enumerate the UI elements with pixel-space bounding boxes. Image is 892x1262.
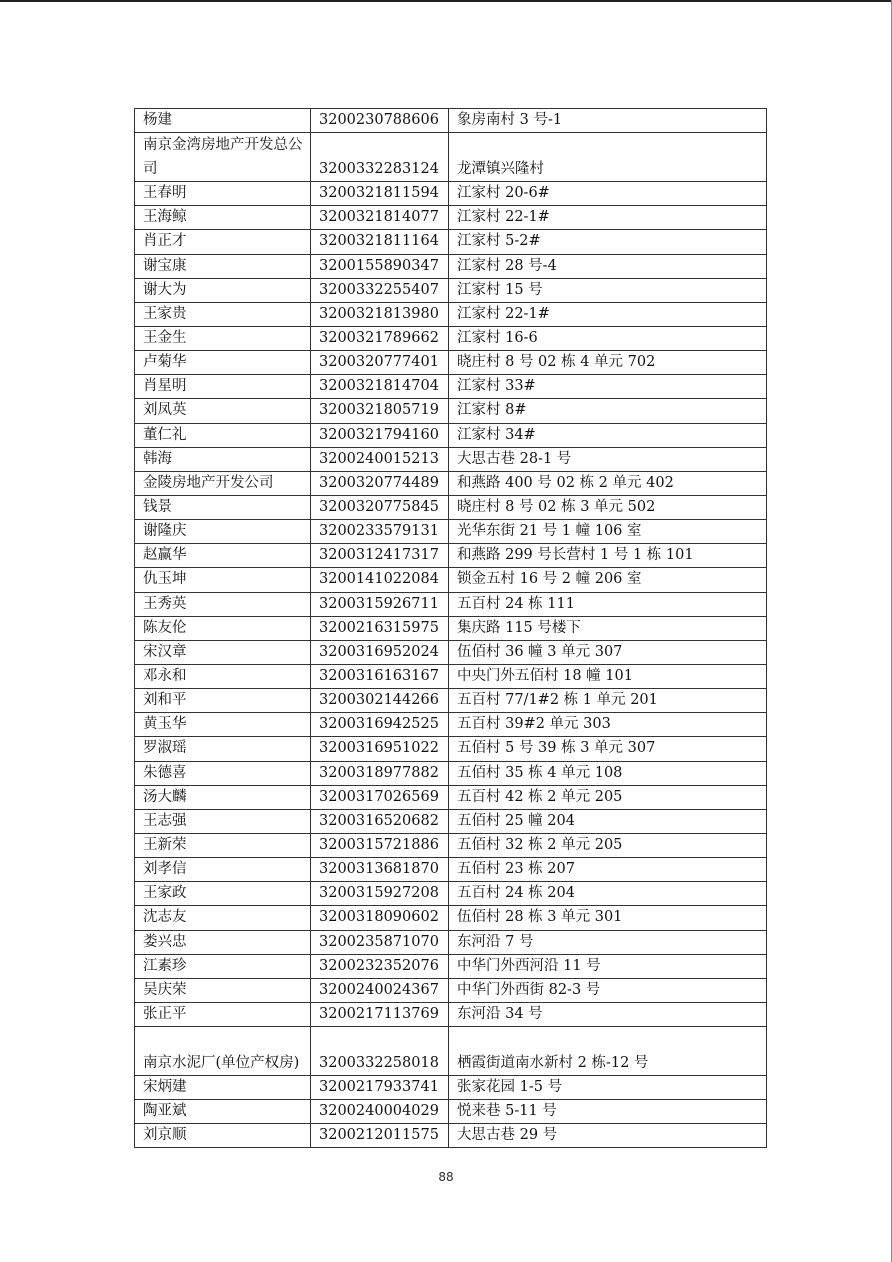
address-cell: 江家村 28 号-4 bbox=[449, 254, 767, 278]
owner-name-cell: 江素珍 bbox=[135, 954, 311, 978]
owner-name-cell: 邓永和 bbox=[135, 664, 311, 688]
address-cell: 伍佰村 28 栋 3 单元 301 bbox=[449, 906, 767, 930]
table-row bbox=[135, 737, 767, 761]
address-cell: 悦来巷 5-11 号 bbox=[449, 1100, 767, 1124]
owner-name-cell: 金陵房地产开发公司 bbox=[135, 471, 311, 495]
owner-name-cell: 张正平 bbox=[135, 1002, 311, 1026]
table-row bbox=[135, 326, 767, 350]
table-row bbox=[135, 833, 767, 857]
account-number-cell: 3200321794160 bbox=[311, 423, 449, 447]
address-cell: 中华门外西河沿 11 号 bbox=[449, 954, 767, 978]
account-number-cell: 3200332283124 bbox=[311, 133, 449, 182]
table-row bbox=[135, 471, 767, 495]
owner-name-cell: 肖正才 bbox=[135, 230, 311, 254]
table-row bbox=[135, 785, 767, 809]
account-number-cell: 3200321805719 bbox=[311, 399, 449, 423]
owner-name-cell: 刘京顺 bbox=[135, 1124, 311, 1148]
table-row bbox=[135, 1027, 767, 1076]
owner-name-cell: 王家贵 bbox=[135, 302, 311, 326]
table-row bbox=[135, 1002, 767, 1026]
table-row bbox=[135, 133, 767, 182]
address-cell: 江家村 8# bbox=[449, 399, 767, 423]
table-row bbox=[135, 109, 767, 133]
records-table-body bbox=[135, 109, 767, 1148]
owner-name-cell: 宋炳建 bbox=[135, 1076, 311, 1100]
account-number-cell: 3200317026569 bbox=[311, 785, 449, 809]
address-cell: 和燕路 299 号长营村 1 号 1 栋 101 bbox=[449, 544, 767, 568]
table-row bbox=[135, 1124, 767, 1148]
address-cell: 栖霞街道南水新村 2 栋-12 号 bbox=[449, 1027, 767, 1076]
account-number-cell: 3200321814077 bbox=[311, 206, 449, 230]
account-number-cell: 3200212011575 bbox=[311, 1124, 449, 1148]
address-cell: 五佰村 25 幢 204 bbox=[449, 809, 767, 833]
account-number-cell: 3200320774489 bbox=[311, 471, 449, 495]
table-row bbox=[135, 906, 767, 930]
address-cell: 江家村 33# bbox=[449, 375, 767, 399]
address-cell: 晓庄村 8 号 02 栋 3 单元 502 bbox=[449, 495, 767, 519]
owner-name-cell: 娄兴忠 bbox=[135, 930, 311, 954]
address-cell: 大思古巷 29 号 bbox=[449, 1124, 767, 1148]
account-number-cell: 3200232352076 bbox=[311, 954, 449, 978]
address-cell: 五佰村 35 栋 4 单元 108 bbox=[449, 761, 767, 785]
table-row bbox=[135, 423, 767, 447]
address-cell: 江家村 15 号 bbox=[449, 278, 767, 302]
table-row bbox=[135, 254, 767, 278]
table-row bbox=[135, 568, 767, 592]
account-number-cell: 3200318977882 bbox=[311, 761, 449, 785]
account-number-cell: 3200332255407 bbox=[311, 278, 449, 302]
address-cell: 江家村 5-2# bbox=[449, 230, 767, 254]
owner-name-cell: 罗淑瑶 bbox=[135, 737, 311, 761]
table-row bbox=[135, 278, 767, 302]
table-row bbox=[135, 520, 767, 544]
account-number-cell: 3200316952024 bbox=[311, 640, 449, 664]
owner-name-cell: 肖星明 bbox=[135, 375, 311, 399]
address-cell: 中央门外五佰村 18 幢 101 bbox=[449, 664, 767, 688]
owner-name-cell: 王志强 bbox=[135, 809, 311, 833]
address-cell: 江家村 22-1# bbox=[449, 302, 767, 326]
account-number-cell: 3200315927208 bbox=[311, 882, 449, 906]
owner-name-cell: 仇玉坤 bbox=[135, 568, 311, 592]
address-cell: 五百村 24 栋 204 bbox=[449, 882, 767, 906]
account-number-cell: 3200155890347 bbox=[311, 254, 449, 278]
table-row bbox=[135, 1076, 767, 1100]
account-number-cell: 3200321811594 bbox=[311, 182, 449, 206]
owner-name-cell: 王春明 bbox=[135, 182, 311, 206]
account-number-cell: 3200217933741 bbox=[311, 1076, 449, 1100]
account-number-cell: 3200316163167 bbox=[311, 664, 449, 688]
address-cell: 张家花园 1-5 号 bbox=[449, 1076, 767, 1100]
owner-name-cell: 刘孝信 bbox=[135, 858, 311, 882]
account-number-cell: 3200302144266 bbox=[311, 689, 449, 713]
owner-name-cell: 王新荣 bbox=[135, 833, 311, 857]
account-number-cell: 3200235871070 bbox=[311, 930, 449, 954]
table-row bbox=[135, 375, 767, 399]
address-cell: 大思古巷 28-1 号 bbox=[449, 447, 767, 471]
owner-name-cell: 卢菊华 bbox=[135, 351, 311, 375]
address-cell: 锁金五村 16 号 2 幢 206 室 bbox=[449, 568, 767, 592]
address-cell: 江家村 16-6 bbox=[449, 326, 767, 350]
table-row bbox=[135, 954, 767, 978]
account-number-cell: 3200321813980 bbox=[311, 302, 449, 326]
page-number: 88 bbox=[438, 1170, 454, 1184]
owner-name-cell: 王秀英 bbox=[135, 592, 311, 616]
account-number-cell: 3200321811164 bbox=[311, 230, 449, 254]
account-number-cell: 3200315926711 bbox=[311, 592, 449, 616]
table-row bbox=[135, 447, 767, 471]
owner-name-cell: 王海鲸 bbox=[135, 206, 311, 230]
table-row bbox=[135, 544, 767, 568]
account-number-cell: 3200240004029 bbox=[311, 1100, 449, 1124]
account-number-cell: 3200240024367 bbox=[311, 978, 449, 1002]
address-cell: 东河沿 34 号 bbox=[449, 1002, 767, 1026]
owner-name-cell: 刘和平 bbox=[135, 689, 311, 713]
address-cell: 五百村 77/1#2 栋 1 单元 201 bbox=[449, 689, 767, 713]
account-number-cell: 3200312417317 bbox=[311, 544, 449, 568]
account-number-cell: 3200315721886 bbox=[311, 833, 449, 857]
table-row bbox=[135, 809, 767, 833]
owner-name-cell: 沈志友 bbox=[135, 906, 311, 930]
owner-name-cell: 杨建 bbox=[135, 109, 311, 133]
address-cell: 象房南村 3 号-1 bbox=[449, 109, 767, 133]
address-cell: 中华门外西街 82-3 号 bbox=[449, 978, 767, 1002]
account-number-cell: 3200320775845 bbox=[311, 495, 449, 519]
address-cell: 和燕路 400 号 02 栋 2 单元 402 bbox=[449, 471, 767, 495]
address-cell: 五百村 39#2 单元 303 bbox=[449, 713, 767, 737]
account-number-cell: 3200240015213 bbox=[311, 447, 449, 471]
table-row bbox=[135, 930, 767, 954]
account-number-cell: 3200320777401 bbox=[311, 351, 449, 375]
address-cell: 晓庄村 8 号 02 栋 4 单元 702 bbox=[449, 351, 767, 375]
table-row bbox=[135, 399, 767, 423]
account-number-cell: 3200217113769 bbox=[311, 1002, 449, 1026]
table-row bbox=[135, 761, 767, 785]
owner-name-cell: 谢隆庆 bbox=[135, 520, 311, 544]
table-row bbox=[135, 592, 767, 616]
table-row bbox=[135, 713, 767, 737]
address-cell: 五佰村 5 号 39 栋 3 单元 307 bbox=[449, 737, 767, 761]
owner-name-cell: 陈友伦 bbox=[135, 616, 311, 640]
owner-name-cell: 赵赢华 bbox=[135, 544, 311, 568]
address-cell: 东河沿 7 号 bbox=[449, 930, 767, 954]
table-row bbox=[135, 858, 767, 882]
account-number-cell: 3200316951022 bbox=[311, 737, 449, 761]
address-cell: 江家村 34# bbox=[449, 423, 767, 447]
address-cell: 江家村 22-1# bbox=[449, 206, 767, 230]
address-cell: 光华东街 21 号 1 幢 106 室 bbox=[449, 520, 767, 544]
owner-name-cell: 黄玉华 bbox=[135, 713, 311, 737]
owner-name-cell: 汤大麟 bbox=[135, 785, 311, 809]
owner-name-cell: 南京水泥厂(单位产权房) bbox=[135, 1027, 311, 1076]
table-row bbox=[135, 689, 767, 713]
owner-name-cell: 朱德喜 bbox=[135, 761, 311, 785]
table-row bbox=[135, 495, 767, 519]
top-border-line bbox=[0, 0, 892, 2]
account-number-cell: 3200233579131 bbox=[311, 520, 449, 544]
table-row bbox=[135, 616, 767, 640]
owner-name-cell: 王家政 bbox=[135, 882, 311, 906]
owner-name-cell: 谢大为 bbox=[135, 278, 311, 302]
account-number-cell: 3200316942525 bbox=[311, 713, 449, 737]
account-number-cell: 3200141022084 bbox=[311, 568, 449, 592]
owner-name-cell: 谢宝康 bbox=[135, 254, 311, 278]
address-cell: 五佰村 32 栋 2 单元 205 bbox=[449, 833, 767, 857]
owner-name-cell: 陶亚斌 bbox=[135, 1100, 311, 1124]
account-number-cell: 3200230788606 bbox=[311, 109, 449, 133]
owner-name-cell: 王金生 bbox=[135, 326, 311, 350]
owner-name-cell: 南京金湾房地产开发总公司 bbox=[135, 133, 311, 182]
table-row bbox=[135, 182, 767, 206]
account-number-cell: 3200321789662 bbox=[311, 326, 449, 350]
table-row bbox=[135, 978, 767, 1002]
table-row bbox=[135, 206, 767, 230]
owner-name-cell: 钱景 bbox=[135, 495, 311, 519]
account-number-cell: 3200216315975 bbox=[311, 616, 449, 640]
address-cell: 江家村 20-6# bbox=[449, 182, 767, 206]
owner-name-cell: 刘凤英 bbox=[135, 399, 311, 423]
address-cell: 五百村 42 栋 2 单元 205 bbox=[449, 785, 767, 809]
address-cell: 集庆路 115 号楼下 bbox=[449, 616, 767, 640]
owner-name-cell: 吴庆荣 bbox=[135, 978, 311, 1002]
address-cell: 五百村 24 栋 111 bbox=[449, 592, 767, 616]
account-number-cell: 3200332258018 bbox=[311, 1027, 449, 1076]
owner-name-cell: 宋汉章 bbox=[135, 640, 311, 664]
address-cell: 龙潭镇兴隆村 bbox=[449, 133, 767, 182]
table-row bbox=[135, 230, 767, 254]
table-row bbox=[135, 640, 767, 664]
table-row bbox=[135, 302, 767, 326]
table-row bbox=[135, 882, 767, 906]
table-row bbox=[135, 351, 767, 375]
address-cell: 伍佰村 36 幢 3 单元 307 bbox=[449, 640, 767, 664]
owner-name-cell: 韩海 bbox=[135, 447, 311, 471]
table-row bbox=[135, 1100, 767, 1124]
address-cell: 五佰村 23 栋 207 bbox=[449, 858, 767, 882]
table-row bbox=[135, 664, 767, 688]
records-table bbox=[134, 108, 767, 1148]
account-number-cell: 3200316520682 bbox=[311, 809, 449, 833]
account-number-cell: 3200321814704 bbox=[311, 375, 449, 399]
account-number-cell: 3200318090602 bbox=[311, 906, 449, 930]
owner-name-cell: 董仁礼 bbox=[135, 423, 311, 447]
account-number-cell: 3200313681870 bbox=[311, 858, 449, 882]
